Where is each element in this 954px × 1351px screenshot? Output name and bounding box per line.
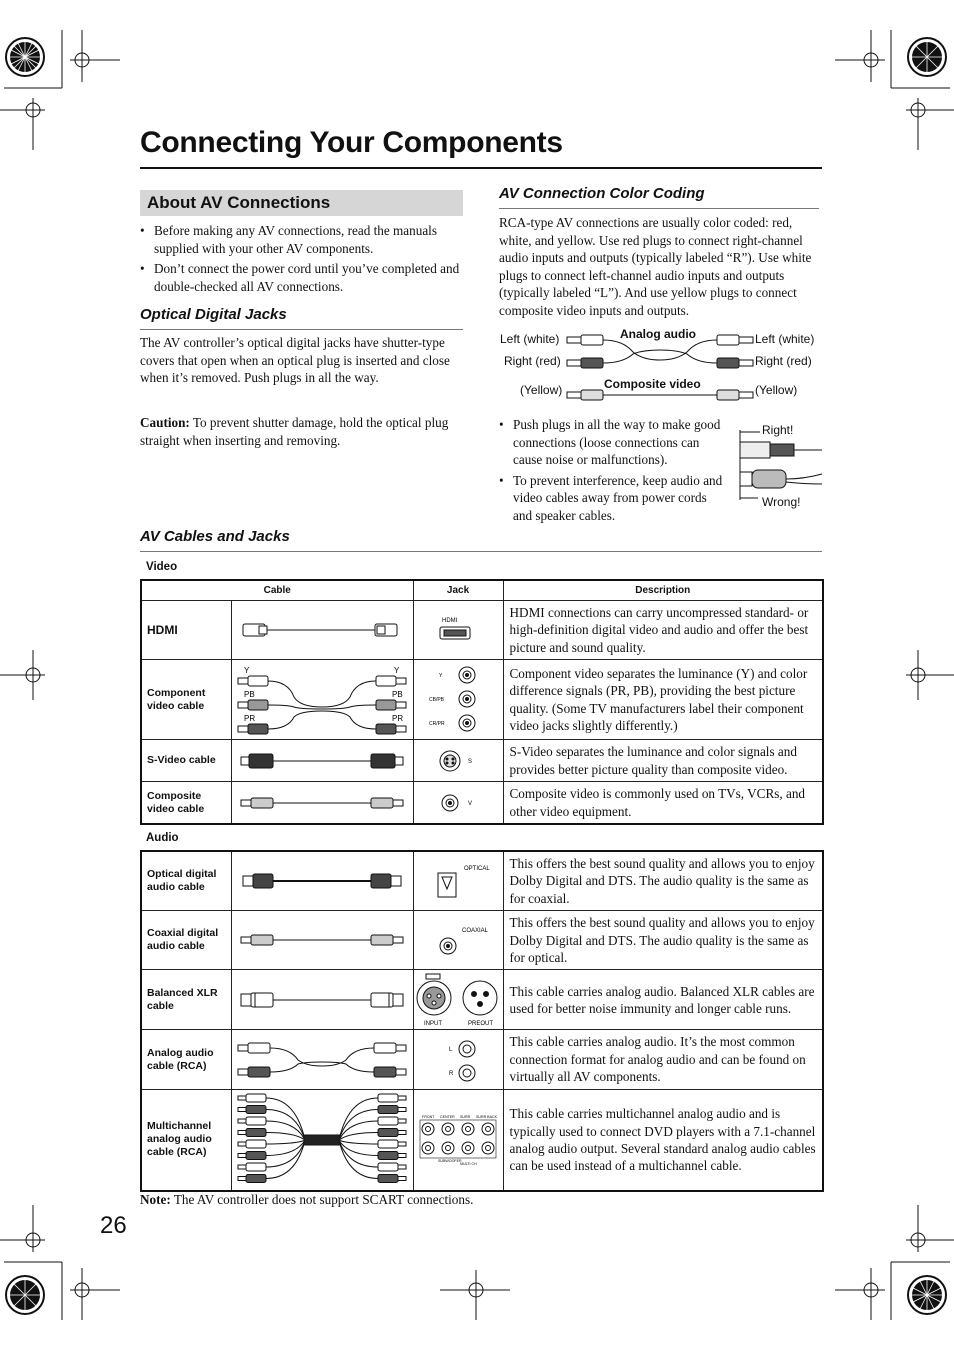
composite-video-cable-illustration xyxy=(231,782,413,824)
color-coding-heading: AV Connection Color Coding xyxy=(499,185,705,202)
plug-wire xyxy=(340,1121,378,1138)
row-description: Composite video is commonly used on TVs, VCRs, and other video equipment. xyxy=(503,782,823,824)
plug-body xyxy=(378,1163,398,1171)
rca-audio-cable-illustration xyxy=(231,1030,413,1089)
table-row xyxy=(141,851,823,911)
plug-tip xyxy=(398,1119,406,1123)
table-row xyxy=(141,782,823,824)
plug-tip xyxy=(398,1107,406,1111)
yellow-label-right: (Yellow) xyxy=(755,383,798,397)
rca-audio-jacks xyxy=(413,1030,503,1089)
plug-tip xyxy=(238,1119,246,1123)
page-title: Connecting Your Components xyxy=(140,126,563,159)
hdmi-jack-label: HDMI xyxy=(442,618,458,625)
header-cable: Cable xyxy=(141,580,413,601)
jack-label: V xyxy=(468,800,473,807)
video-cables-table xyxy=(140,579,824,825)
xlr-jacks xyxy=(413,970,503,1030)
row-description: This cable carries analog audio. Balanced XLR cables are used for better noise immunity and longer cable runs. xyxy=(503,970,823,1030)
row-description: Component video separates the luminance (Y) and color difference signals (PR, PB), providing the best picture quality. (Some TV manufacturers label their component video jacks slightly differently.) xyxy=(503,660,823,740)
row-description: This cable carries analog audio. It’s the most common connection format for analog audio and can be found on virtually all AV components. xyxy=(503,1030,823,1089)
coaxial-jack xyxy=(413,911,503,970)
jack-label: CENTER xyxy=(440,1114,455,1119)
plug-body xyxy=(246,1128,266,1136)
plug-tip xyxy=(398,1096,406,1100)
plug-wire xyxy=(340,1132,378,1139)
cable-name: S-Video cable xyxy=(141,740,231,782)
plug-label: Y xyxy=(394,665,400,675)
jack-label: SURR xyxy=(460,1114,471,1119)
plug-wire xyxy=(266,1098,304,1136)
multichannel-jacks xyxy=(413,1089,503,1191)
plug-body xyxy=(378,1128,398,1136)
jack-label: R xyxy=(449,1070,454,1077)
analog-audio-label: Analog audio xyxy=(620,327,696,341)
plug-tip xyxy=(398,1176,406,1180)
optical-heading: Optical Digital Jacks xyxy=(140,306,287,323)
cable-name: Composite video cable xyxy=(141,782,231,824)
plug-label: PR xyxy=(244,713,256,723)
jack-label: SUBWOOFER xyxy=(438,1158,462,1163)
table-row xyxy=(141,1030,823,1089)
list-item: • Push plugs in all the way to make good connections (loose connections can cause noise or malfunctions). xyxy=(513,416,724,469)
cable-name: Coaxial digital audio cable xyxy=(141,911,231,970)
row-description: HDMI connections can carry uncompressed standard- or high-definition digital video and audio and offer the best picture and sound quality. xyxy=(503,601,823,660)
plug-tip xyxy=(238,1153,246,1157)
plug-body xyxy=(378,1151,398,1159)
right-red-label: Right (red) xyxy=(504,354,561,368)
plug-wire xyxy=(266,1144,304,1178)
plug-body xyxy=(246,1117,266,1125)
hdmi-jack xyxy=(413,601,503,660)
footnote xyxy=(140,1192,473,1208)
hdmi-cable-illustration xyxy=(231,601,413,660)
plug-label: PR xyxy=(392,713,404,723)
plug-wire xyxy=(340,1144,378,1178)
row-description: This cable carries multichannel analog audio and is typically used to connect DVD players with a 7.1-channel analog audio output. Several standard analog audio cables can be used instead of a multichannel cable. xyxy=(503,1089,823,1191)
row-description: S-Video separates the luminance and color signals and provides better picture quality than composite video. xyxy=(503,740,823,782)
cable-name: Optical digital audio cable xyxy=(141,851,231,911)
right-insertion-label: Right! xyxy=(762,423,794,437)
optical-body: The AV controller’s optical digital jacks have shutter-type covers that open when an optical plug is inserted and close when it’s removed. Push plugs in all the way. xyxy=(140,335,450,386)
left-white-label: Left (white) xyxy=(500,332,560,346)
left-white-label-right: Left (white) xyxy=(755,332,815,346)
plug-body xyxy=(378,1174,398,1182)
plug-body xyxy=(246,1151,266,1159)
multichannel-cable-illustration xyxy=(231,1089,413,1191)
optical-jack xyxy=(413,851,503,911)
plug-tip xyxy=(238,1142,246,1146)
plug-body xyxy=(378,1105,398,1113)
plug-tip xyxy=(398,1142,406,1146)
cable-name: HDMI xyxy=(141,601,231,660)
plug-body xyxy=(246,1163,266,1171)
wrong-insertion-label: Wrong! xyxy=(762,495,801,509)
plug-body xyxy=(246,1105,266,1113)
plug-tip xyxy=(238,1176,246,1180)
component-video-cable-illustration xyxy=(231,660,413,740)
xlr-cable-illustration xyxy=(231,970,413,1030)
plug-label: PB xyxy=(392,689,403,699)
optical-rule xyxy=(140,329,463,330)
video-table-label: Video xyxy=(146,561,178,573)
right-red-label-right: Right (red) xyxy=(755,354,812,368)
jack-label: COAXIAL xyxy=(462,928,489,935)
optical-caution xyxy=(140,414,465,449)
row-description: This offers the best sound quality and allows you to enjoy Dolby Digital and DTS. The audio quality is the same as for coaxial. xyxy=(503,851,823,911)
jack-label: L xyxy=(449,1046,453,1053)
plug-tip xyxy=(238,1165,246,1169)
plug-body xyxy=(246,1094,266,1102)
list-item: • To prevent interference, keep audio and video cables away from power cords and speaker cables. xyxy=(513,472,724,525)
cable-name: Component video cable xyxy=(141,660,231,740)
note-text: The AV controller does not support SCART connections. xyxy=(170,1192,474,1207)
cable-name: Balanced XLR cable xyxy=(141,970,231,1030)
plug-wire xyxy=(266,1141,304,1144)
plug-body xyxy=(378,1140,398,1148)
title-rule xyxy=(140,167,822,169)
color-coding-rule xyxy=(499,208,819,209)
plug-body xyxy=(246,1140,266,1148)
plug-body xyxy=(378,1094,398,1102)
plug-wire xyxy=(340,1098,378,1136)
table-row xyxy=(141,1089,823,1191)
about-heading: About AV Connections xyxy=(147,193,331,212)
plug-tip xyxy=(238,1130,246,1134)
plug-label: PB xyxy=(244,689,255,699)
row-description: This offers the best sound quality and allows you to enjoy Dolby Digital and DTS. The audio quality is the same as for optical. xyxy=(503,911,823,970)
caution-label: Caution: xyxy=(140,415,190,430)
about-bullets xyxy=(140,222,465,298)
jack-label: FRONT xyxy=(422,1114,435,1119)
table-row xyxy=(141,740,823,782)
s-video-cable-illustration xyxy=(231,740,413,782)
plug-label: Y xyxy=(244,665,250,675)
list-item: • Before making any AV connections, read the manuals supplied with your other AV components. xyxy=(154,222,465,257)
plug-body xyxy=(378,1117,398,1125)
jack-label: CB/PB xyxy=(429,696,445,703)
cable-name: Analog audio cable (RCA) xyxy=(141,1030,231,1089)
jack-label: Y xyxy=(439,672,443,679)
color-coding-bullets xyxy=(499,416,724,528)
list-item: • Don’t connect the power cord until you’ve completed and double-checked all AV connections. xyxy=(154,260,465,295)
jack-label: OPTICAL xyxy=(464,866,490,873)
plug-tip xyxy=(238,1107,246,1111)
coaxial-cable-illustration xyxy=(231,911,413,970)
header-description: Description xyxy=(503,580,823,601)
s-video-jack xyxy=(413,740,503,782)
plug-wire xyxy=(340,1141,378,1144)
audio-table-label: Audio xyxy=(146,832,179,844)
color-coding-cable-diagram xyxy=(565,330,755,405)
optical-cable-illustration xyxy=(231,851,413,911)
caution-text: To prevent shutter damage, hold the optical plug straight when inserting and removing. xyxy=(140,415,449,448)
component-video-jacks xyxy=(413,660,503,740)
plug-tip xyxy=(238,1096,246,1100)
plug-tip xyxy=(398,1165,406,1169)
table-row xyxy=(141,911,823,970)
yellow-label-left: (Yellow) xyxy=(520,383,563,397)
jack-label: PREOUT xyxy=(468,1020,494,1027)
cables-rule xyxy=(140,551,822,552)
header-jack: Jack xyxy=(413,580,503,601)
jack-label: SURR BACK xyxy=(476,1114,497,1119)
plug-wire xyxy=(266,1121,304,1138)
note-label: Note: xyxy=(140,1192,171,1207)
audio-cables-table xyxy=(140,850,824,1192)
jack-label: CR/PR xyxy=(429,720,445,727)
table-row xyxy=(141,970,823,1030)
composite-video-jack xyxy=(413,782,503,824)
color-coding-body: RCA-type AV connections are usually color coded: red, white, and yellow. Use red plugs to connect right-channel audio inputs and outputs (typically labeled “R”). Use white plugs to connect left-channel audio inputs and outputs (typically labeled “L”). And use yellow plugs to connect composite video inputs and outputs. xyxy=(499,215,812,318)
composite-video-label: Composite video xyxy=(604,377,701,391)
section-heading-about xyxy=(140,190,463,216)
jack-label: S xyxy=(468,758,473,765)
plug-tip xyxy=(398,1153,406,1157)
cable-bundle xyxy=(304,1135,340,1145)
cables-heading: AV Cables and Jacks xyxy=(140,528,290,545)
page-number: 26 xyxy=(100,1212,127,1239)
cable-name: Multichannel analog audio cable (RCA) xyxy=(141,1089,231,1191)
plug-body xyxy=(246,1174,266,1182)
plug-tip xyxy=(398,1130,406,1134)
plug-insertion-diagram xyxy=(734,428,824,504)
jack-label: MULTI CH xyxy=(460,1161,477,1166)
table-header-row xyxy=(141,580,823,601)
jack-label: INPUT xyxy=(424,1020,442,1027)
table-row xyxy=(141,660,823,740)
table-row xyxy=(141,601,823,660)
plug-wire xyxy=(266,1132,304,1139)
